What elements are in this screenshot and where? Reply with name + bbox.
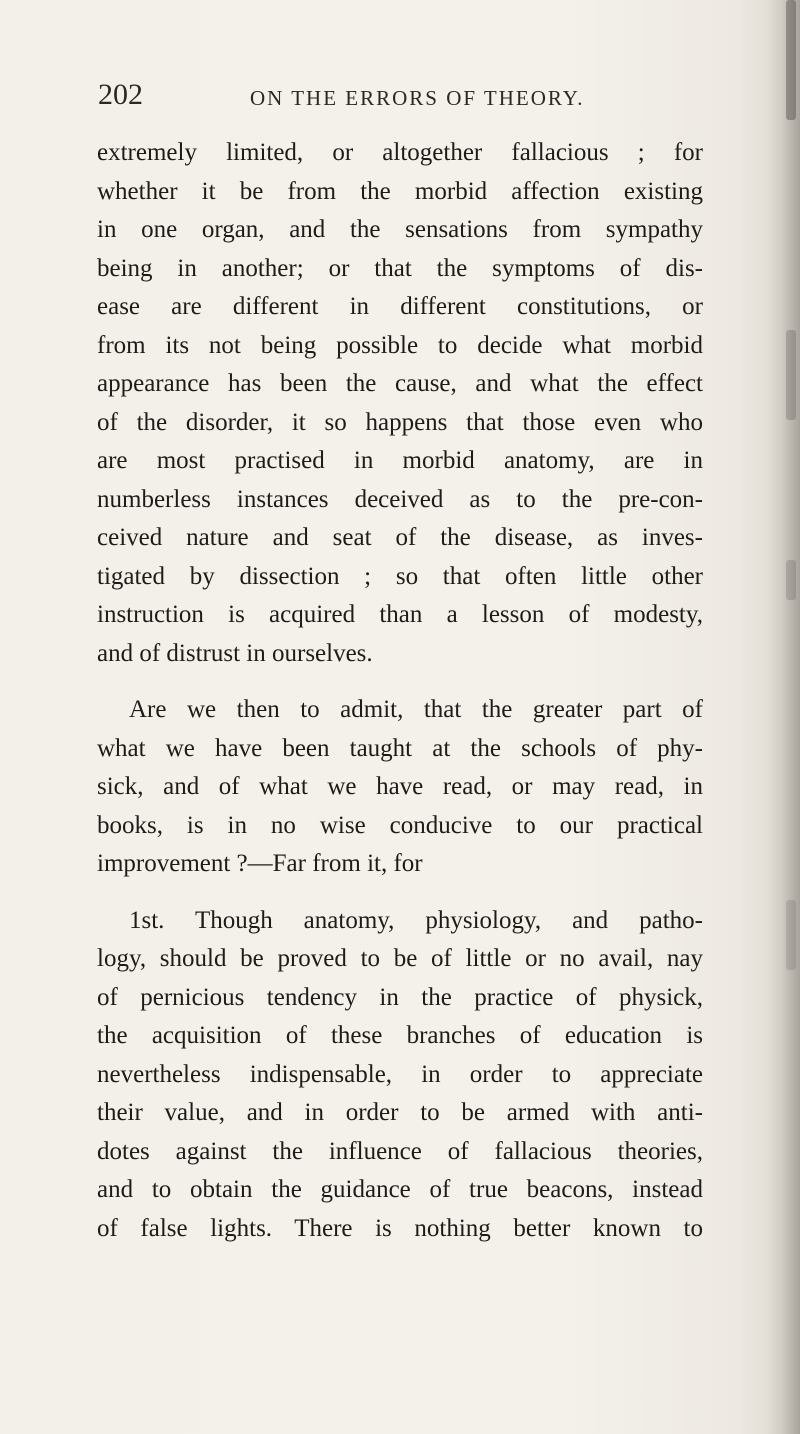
text-line: sick, and of what we have read, or may read, in [97,773,703,800]
page-number: 202 [98,78,143,111]
text-line: appearance has been the cause, and what the effect [97,370,703,397]
text-line: Are we then to admit, that the greater part of [129,696,703,723]
paragraph-3 [97,902,703,1249]
page-edge-mark [786,900,796,970]
text-line: of pernicious tendency in the practice of physick, [97,983,703,1011]
text-line: what we have been taught at the schools of phy- [97,734,703,762]
text-line: logy, should be proved to be of little or no avail, nay [97,945,703,972]
page-edge-mark [786,560,796,600]
text-line: ceived nature and seat of the disease, as inves- [97,524,703,551]
text-line: from its not being possible to decide what morbid [97,331,703,359]
text-line: tigated by dissection ; so that often little other [97,562,703,590]
paragraph-gap [97,884,703,902]
text-line: their value, and in order to be armed with anti- [97,1099,703,1126]
text-line: of the disorder, it so happens that those even who [97,408,703,436]
text-line: dotes against the influence of fallacious theories, [97,1137,703,1165]
page-edge-mark [786,330,796,420]
text-line: books, is in no wise conducive to our practical [97,811,703,839]
text-line: instruction is acquired than a lesson of modesty, [97,601,703,628]
text-line: whether it be from the morbid affection existing [97,177,703,205]
text-line: in one organ, and the sensations from sympathy [97,216,703,243]
paragraph-2 [97,691,703,884]
text-line: extremely limited, or altogether fallacious ; for [97,139,703,166]
text-line: the acquisition of these branches of education is [97,1022,703,1049]
paragraph-1 [97,134,703,673]
page-edge-shadow [766,0,800,1434]
text-line: improvement ?—Far from it, for [97,850,423,877]
text-line: numberless instances deceived as to the pre-con- [97,485,703,513]
page-edge-mark [786,0,796,120]
paragraph-gap [97,673,703,691]
text-line: being in another; or that the symptoms of dis- [97,254,703,282]
running-head: ON THE ERRORS OF THEORY. [250,86,585,110]
text-line: and to obtain the guidance of true beacons, instead [97,1176,703,1203]
text-line: and of distrust in ourselves. [97,639,373,667]
text-line: 1st. Though anatomy, physiology, and patho- [129,906,703,934]
text-line: ease are different in different constitutions, or [97,293,703,320]
text-line: nevertheless indispensable, in order to appreciate [97,1060,703,1088]
body-text [97,134,703,1248]
text-line: are most practised in morbid anatomy, are in [97,447,703,474]
text-line: of false lights. There is nothing better known to [97,1214,703,1242]
